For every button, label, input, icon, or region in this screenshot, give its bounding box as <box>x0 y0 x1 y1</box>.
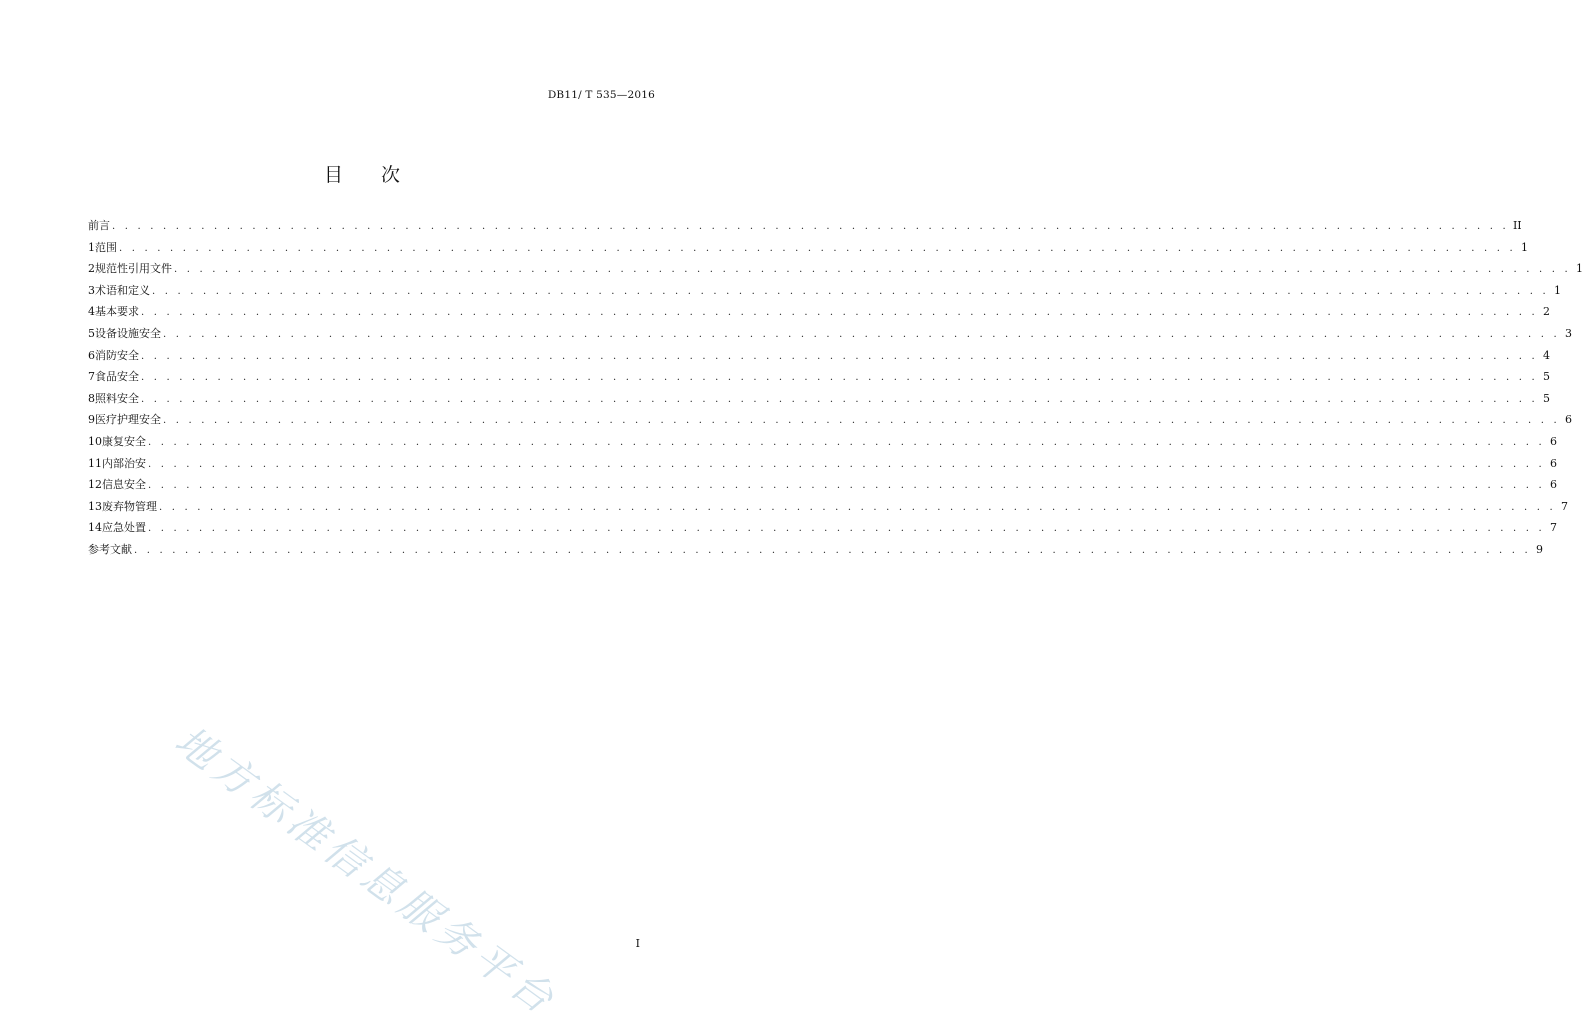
toc-entry-13[interactable] <box>88 496 1568 518</box>
toc-leader-dots: . . . . . . . . . . . . . . . . . . . . . . . . . . . . . . . . . . . . . . . . . . . . . . . . . . . . . . . . . . . . . . . . . . . . . . . . . . . . . . . . . . . . . . . . . . . . . . . . . . . . . . . . . . . . . . <box>141 307 1538 319</box>
toc-number: 11 <box>88 456 102 470</box>
toc-page-number: 7 <box>1549 521 1557 535</box>
toc-page-number: 3 <box>1564 326 1572 340</box>
toc-leader-dots: . . . . . . . . . . . . . . . . . . . . . . . . . . . . . . . . . . . . . . . . . . . . . . . . . . . . . . . . . . . . . . . . . . . . . . . . . . . . . . . . . . . . . . . . . . . . . . . . . . . . . . . . . . . . . . <box>141 350 1538 362</box>
toc-leader-dots: . . . . . . . . . . . . . . . . . . . . . . . . . . . . . . . . . . . . . . . . . . . . . . . . . . . . . . . . . . . . . . . . . . . . . . . . . . . . . . . . . . . . . . . . . . . . . . . . . . . . . . . . . . . . . . <box>112 221 1509 232</box>
toc-label: 术语和定义 <box>95 283 150 297</box>
toc-entry-3[interactable] <box>88 280 1561 302</box>
toc-page-number: 6 <box>1549 478 1557 492</box>
toc-leader-dots: . . . . . . . . . . . . . . . . . . . . . . . . . . . . . . . . . . . . . . . . . . . . . . . . . . . . . . . . . . . . . . . . . . . . . . . . . . . . . . . . . . . . . . . . . . . . . . . . . . . . . . . . . . . . . . <box>159 501 1556 513</box>
toc-number: 9 <box>88 413 95 427</box>
toc-page-number: 4 <box>1542 348 1550 362</box>
toc-entry-4[interactable] <box>88 301 1550 323</box>
toc-entry-7[interactable] <box>88 366 1550 388</box>
toc-number: 14 <box>88 521 102 535</box>
toc-entry-11[interactable] <box>88 453 1557 475</box>
toc-leader-dots: . . . . . . . . . . . . . . . . . . . . . . . . . . . . . . . . . . . . . . . . . . . . . . . . . . . . . . . . . . . . . . . . . . . . . . . . . . . . . . . . . . . . . . . . . . . . . . . . . . . . . . . . . . . . . . <box>141 372 1538 384</box>
toc-page-number: 6 <box>1549 456 1557 470</box>
toc-number: 3 <box>88 283 95 297</box>
toc-leader-dots: . . . . . . . . . . . . . . . . . . . . . . . . . . . . . . . . . . . . . . . . . . . . . . . . . . . . . . . . . . . . . . . . . . . . . . . . . . . . . . . . . . . . . . . . . . . . . . . . . . . . . . . . . . . . . . <box>148 523 1545 535</box>
toc-page-number: 1 <box>1520 240 1528 254</box>
toc-label: 前言 <box>88 219 110 232</box>
toc-page-number: 5 <box>1542 391 1550 405</box>
toc-entry-12[interactable] <box>88 474 1557 496</box>
toc-leader-dots: . . . . . . . . . . . . . . . . . . . . . . . . . . . . . . . . . . . . . . . . . . . . . . . . . . . . . . . . . . . . . . . . . . . . . . . . . . . . . . . . . . . . . . . . . . . . . . . . . . . . . . . . . . . . . . <box>134 544 1531 556</box>
toc-label: 食品安全 <box>95 370 139 384</box>
title-char-right: 次 <box>381 164 401 186</box>
toc-entry-14[interactable] <box>88 517 1557 539</box>
toc-page-number: 6 <box>1564 413 1572 427</box>
toc-leader-dots: . . . . . . . . . . . . . . . . . . . . . . . . . . . . . . . . . . . . . . . . . . . . . . . . . . . . . . . . . . . . . . . . . . . . . . . . . . . . . . . . . . . . . . . . . . . . . . . . . . . . . . . . . . . . . . <box>152 285 1549 297</box>
title-char-left: 目 <box>323 164 343 186</box>
toc-number: 13 <box>88 499 102 513</box>
toc-entry-5[interactable] <box>88 323 1572 345</box>
toc-page-number: 5 <box>1542 370 1550 384</box>
toc-label: 参考文献 <box>88 542 132 556</box>
toc-label: 应急处置 <box>102 521 146 535</box>
toc-label: 康复安全 <box>102 434 146 448</box>
toc-label: 内部治安 <box>102 456 146 470</box>
page-title <box>0 160 724 187</box>
standard-number: DB11/ T 535—2016 <box>547 89 655 101</box>
toc-number: 8 <box>88 391 95 405</box>
toc-leader-dots: . . . . . . . . . . . . . . . . . . . . . . . . . . . . . . . . . . . . . . . . . . . . . . . . . . . . . . . . . . . . . . . . . . . . . . . . . . . . . . . . . . . . . . . . . . . . . . . . . . . . . . . . . . . . . . <box>141 393 1538 405</box>
toc-number: 2 <box>88 262 95 276</box>
toc-number: 7 <box>88 370 95 384</box>
toc-page-number: 2 <box>1542 305 1550 319</box>
toc-page-number: 9 <box>1535 542 1543 556</box>
toc-label: 规范性引用文件 <box>95 262 172 276</box>
page-number: I <box>635 937 640 950</box>
toc-label: 废弃物管理 <box>102 499 157 513</box>
toc-entry-1[interactable] <box>88 237 1528 259</box>
toc-entry-2[interactable] <box>88 258 1583 280</box>
toc-label: 设备设施安全 <box>95 326 161 340</box>
toc-page-number: 7 <box>1560 499 1568 513</box>
toc-number: 6 <box>88 348 95 362</box>
toc-label: 医疗护理安全 <box>95 413 161 427</box>
toc-entry-9[interactable] <box>88 409 1572 431</box>
toc-leader-dots: . . . . . . . . . . . . . . . . . . . . . . . . . . . . . . . . . . . . . . . . . . . . . . . . . . . . . . . . . . . . . . . . . . . . . . . . . . . . . . . . . . . . . . . . . . . . . . . . . . . . . . . . . . . . . . <box>163 328 1560 340</box>
toc-label: 消防安全 <box>95 348 139 362</box>
toc-leader-dots: . . . . . . . . . . . . . . . . . . . . . . . . . . . . . . . . . . . . . . . . . . . . . . . . . . . . . . . . . . . . . . . . . . . . . . . . . . . . . . . . . . . . . . . . . . . . . . . . . . . . . . . . . . . . . . <box>148 436 1545 448</box>
toc-entry-preface[interactable] <box>88 215 1522 237</box>
toc-label: 照料安全 <box>95 391 139 405</box>
toc-number: 1 <box>88 240 95 254</box>
toc-entry-references[interactable] <box>88 539 1543 561</box>
toc-leader-dots: . . . . . . . . . . . . . . . . . . . . . . . . . . . . . . . . . . . . . . . . . . . . . . . . . . . . . . . . . . . . . . . . . . . . . . . . . . . . . . . . . . . . . . . . . . . . . . . . . . . . . . . . . . . . . . <box>148 480 1545 492</box>
toc-number: 10 <box>88 434 102 448</box>
table-of-contents <box>88 215 1583 561</box>
toc-page-number: II <box>1512 219 1522 232</box>
toc-entry-8[interactable] <box>88 388 1550 410</box>
toc-leader-dots: . . . . . . . . . . . . . . . . . . . . . . . . . . . . . . . . . . . . . . . . . . . . . . . . . . . . . . . . . . . . . . . . . . . . . . . . . . . . . . . . . . . . . . . . . . . . . . . . . . . . . . . . . . . . . . <box>174 264 1571 276</box>
toc-leader-dots: . . . . . . . . . . . . . . . . . . . . . . . . . . . . . . . . . . . . . . . . . . . . . . . . . . . . . . . . . . . . . . . . . . . . . . . . . . . . . . . . . . . . . . . . . . . . . . . . . . . . . . . . . . . . . . <box>148 458 1545 470</box>
toc-page-number: 6 <box>1549 434 1557 448</box>
toc-entry-6[interactable] <box>88 345 1550 367</box>
toc-leader-dots: . . . . . . . . . . . . . . . . . . . . . . . . . . . . . . . . . . . . . . . . . . . . . . . . . . . . . . . . . . . . . . . . . . . . . . . . . . . . . . . . . . . . . . . . . . . . . . . . . . . . . . . . . . . . . . <box>163 415 1560 427</box>
toc-page-number: 1 <box>1575 262 1583 276</box>
toc-page-number: 1 <box>1553 283 1561 297</box>
toc-label: 范围 <box>95 240 117 254</box>
toc-number: 12 <box>88 478 102 492</box>
toc-leader-dots: . . . . . . . . . . . . . . . . . . . . . . . . . . . . . . . . . . . . . . . . . . . . . . . . . . . . . . . . . . . . . . . . . . . . . . . . . . . . . . . . . . . . . . . . . . . . . . . . . . . . . . . . . . . . . . <box>119 242 1516 254</box>
toc-number: 4 <box>88 305 95 319</box>
toc-label: 基本要求 <box>95 305 139 319</box>
toc-number: 5 <box>88 326 95 340</box>
toc-label: 信息安全 <box>102 478 146 492</box>
toc-entry-10[interactable] <box>88 431 1557 453</box>
watermark-text: 地方标准信息服务平台 <box>166 717 566 1026</box>
